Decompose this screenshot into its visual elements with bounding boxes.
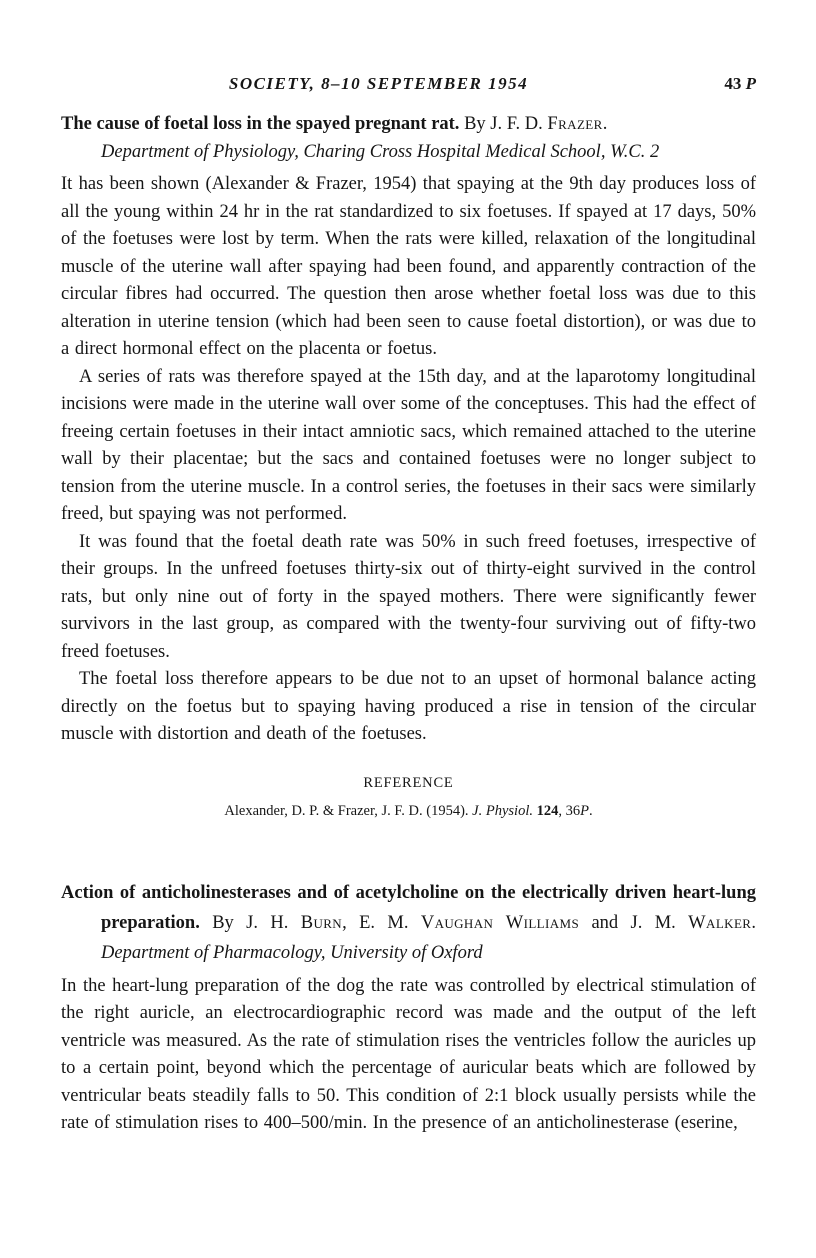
- article-1-author: Frazer: [547, 114, 603, 134]
- article-2-title: Action of anticholinesterases and of acetylcholine on the electrically driven heart-lung preparation.: [61, 882, 756, 933]
- article-2-byline-prefix: By J. H.: [199, 912, 301, 933]
- reference-entry-page-letter: P: [580, 802, 589, 819]
- article-1: [61, 110, 756, 820]
- reference-entry-end: .: [588, 802, 593, 819]
- article-2-paragraph-1: In the heart-lung preparation of the dog the rate was controlled by electrical stimulation of the right auricle, an electrocardiographic record was made and the output of the left ventricle was measured. As the rate of stimulation rises the ventricles follow the auricles up to a certain point, beyond which the percentage of auricular beats which are followed by ventricular beats steadily falls to 50. This condition of 2:1 block usually persists while the rate of stimulation rises to 400–500/min. In the presence of an anticholinesterase (eserine,: [61, 975, 756, 1133]
- article-2-heading: [61, 878, 756, 968]
- article-1-affiliation: [61, 138, 756, 166]
- article-2-affiliation-text: Department of Pharmacology, University of Oxford: [101, 942, 483, 963]
- reference-entry-journal: J. Physiol.: [472, 802, 537, 819]
- reference-entry-pages: , 36: [558, 802, 581, 819]
- article-2-byline-period: .: [751, 912, 756, 933]
- article-2-author-1: Burn: [300, 912, 343, 933]
- article-1-byline-period: .: [602, 114, 608, 134]
- reference-section: [61, 775, 756, 820]
- reference-entry: [61, 803, 756, 820]
- article-2-byline-sep-1: , E. M.: [342, 912, 421, 933]
- article-1-paragraph-4: The foetal loss therefore appears to be due not to an upset of hormonal balance acting directly on the foetus but to spaying having produced a rise in tension of the circular muscle with distortion and death of the foetuses.: [61, 669, 756, 744]
- article-2-author-3: Walker: [688, 912, 752, 933]
- article-1-affiliation-text: Department of Physiology, Charing Cross Hospital Medical School, W.C. 2: [101, 142, 660, 162]
- article-1-paragraph-1: It has been shown (Alexander & Frazer, 1954) that spaying at the 9th day produces loss of all the young within 24 hr in the rat standardized to six foetuses. If spayed at 17 days, 50% of the foetuses were lost by term. When the rats were killed, relaxation of the longitudinal muscle of the uterine wall after spaying had been found, and apparently contraction of the circular fibres had occurred. The question then arose whether foetal loss was due to this alteration in uterine tension (which had been seen to cause foetal distortion), or was due to a direct hormonal effect on the placenta or foetus.: [61, 174, 756, 359]
- page-number: [724, 72, 756, 96]
- article-1-title: The cause of foetal loss in the spayed pregnant rat.: [61, 114, 460, 134]
- reference-entry-volume: 124: [536, 802, 559, 819]
- article-2: [61, 878, 756, 1138]
- page-content: [61, 72, 756, 1138]
- page-number-letter: P: [745, 74, 756, 93]
- reference-heading: REFERENCE: [363, 774, 454, 791]
- article-1-heading: [61, 110, 756, 138]
- article-1-paragraph-3: It was found that the foetal death rate was 50% in such freed foetuses, irrespective of their groups. In the unfreed foetuses thirty-six out of thirty-eight survived in the control rats, but only nine out of forty in the spayed mothers. There were significantly fewer survivors in the last group, as compared with the twenty-four surviving out of fifty-two freed foetuses.: [61, 531, 756, 662]
- page-number-value: 43: [724, 74, 746, 93]
- article-2-author-2: Vaughan Williams: [420, 912, 580, 933]
- running-title: SOCIETY, 8–10 SEPTEMBER 1954: [228, 74, 529, 93]
- running-head: [61, 72, 756, 98]
- article-1-paragraph-2: A series of rats was therefore spayed at the 15th day, and at the laparotomy longitudinal incisions were made in the uterine wall over some of the conceptuses. This had the effect of freeing certain foetuses in their intact amniotic sacs, which remained attached to the uterine wall by their placentae; but the sacs and contained foetuses were no longer subject to tension from the uterine muscle. In a control series, the foetuses in their sacs were similarly freed, but spaying was not performed.: [61, 366, 756, 524]
- reference-entry-authors: Alexander, D. P. & Frazer, J. F. D. (1954).: [224, 802, 473, 819]
- article-2-byline-sep-2: and J. M.: [579, 912, 689, 933]
- article-1-byline-prefix: By J. F. D.: [459, 114, 548, 134]
